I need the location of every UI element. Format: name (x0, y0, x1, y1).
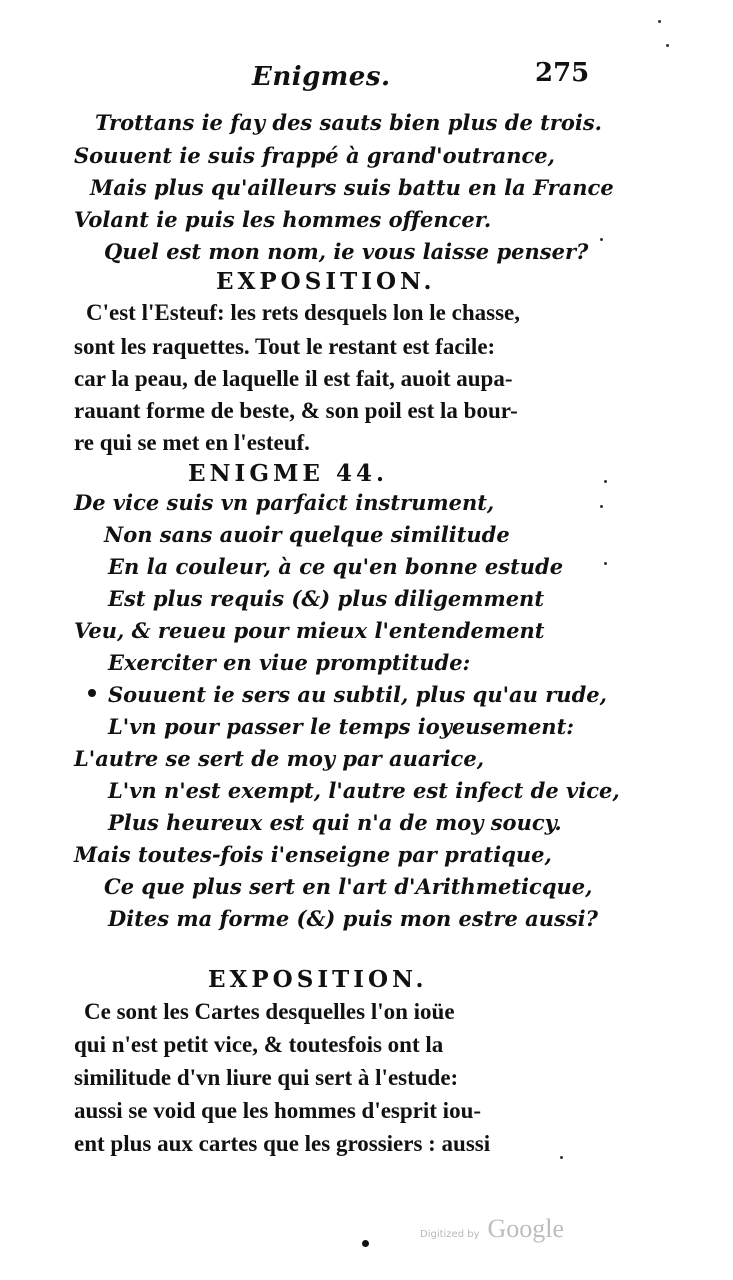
verse-line: En la couleur, à ce qu'en bonne estude (108, 554, 564, 579)
verse-line: Volant ie puis les hommes offencer. (74, 207, 492, 232)
scan-speck (600, 238, 603, 241)
prose-line: car la peau, de laquelle il est fait, auoit aupa- (74, 366, 513, 391)
watermark-digitized: Digitized by (420, 1229, 480, 1240)
bullet-mark (88, 689, 96, 697)
exposition-heading: EXPOSITION. (216, 268, 436, 295)
scan-speck (604, 480, 607, 483)
prose-line: Ce sont les Cartes desquelles l'on ioüe (84, 999, 455, 1024)
verse-line: Exerciter en viue promptitude: (108, 650, 471, 675)
verse-line: L'vn n'est exempt, l'autre est infect de vice, (108, 778, 620, 803)
prose-line: aussi se void que les hommes d'esprit iou- (74, 1098, 482, 1123)
page-number: 275 (535, 58, 590, 88)
prose-line: qui n'est petit vice, & toutesfois ont la (74, 1032, 444, 1057)
scan-speck (604, 562, 607, 565)
prose-line: sont les raquettes. Tout le restant est facile: (74, 334, 496, 359)
exposition-heading: EXPOSITION. (208, 966, 428, 993)
verse-line: Non sans auoir quelque similitude (104, 522, 510, 547)
google-watermark (420, 1214, 564, 1244)
verse-line: Mais toutes-fois i'enseigne par pratique, (74, 842, 552, 867)
prose-line: rauant forme de beste, & son poil est la bour- (74, 398, 518, 423)
verse-line: Souuent ie sers au subtil, plus qu'au rude, (108, 682, 607, 707)
verse-line: Souuent ie suis frappé à grand'outrance, (74, 143, 555, 168)
prose-line: ent plus aux cartes que les grossiers : aussi (74, 1131, 491, 1156)
verse-line: Est plus requis (&) plus diligemment (108, 586, 545, 611)
page-header (0, 58, 733, 102)
verse-line: De vice suis vn parfaict instrument, (74, 490, 495, 515)
scan-speck (658, 20, 661, 23)
verse-line: Veu, & reueu pour mieux l'entendement (74, 618, 545, 643)
prose-line: re qui se met en l'esteuf. (74, 430, 310, 455)
prose-line: similitude d'vn liure qui sert à l'estude: (74, 1065, 459, 1090)
verse-line: Dites ma forme (&) puis mon estre aussi? (108, 906, 598, 931)
enigme-heading: ENIGME 44. (188, 460, 388, 487)
scan-speck (666, 44, 669, 47)
running-title: Enigmes. (252, 62, 391, 92)
verse-line: Ce que plus sert en l'art d'Arithmeticque, (104, 874, 593, 899)
prose-line: C'est l'Esteuf: les rets desquels lon le chasse, (86, 300, 521, 325)
bottom-dot (362, 1240, 369, 1247)
verse-line: Mais plus qu'ailleurs suis battu en la France (90, 175, 614, 200)
verse-line: Trottans ie fay des sauts bien plus de trois. (95, 110, 602, 135)
scan-speck (600, 505, 603, 508)
scan-speck (560, 1156, 563, 1159)
google-logo: Google (487, 1214, 565, 1243)
verse-line: Plus heureux est qui n'a de moy soucy. (108, 810, 562, 835)
verse-line: L'autre se sert de moy par auarice, (74, 746, 485, 771)
verse-line: Quel est mon nom, ie vous laisse penser? (104, 239, 589, 264)
verse-line: L'vn pour passer le temps ioyeusement: (108, 714, 575, 739)
